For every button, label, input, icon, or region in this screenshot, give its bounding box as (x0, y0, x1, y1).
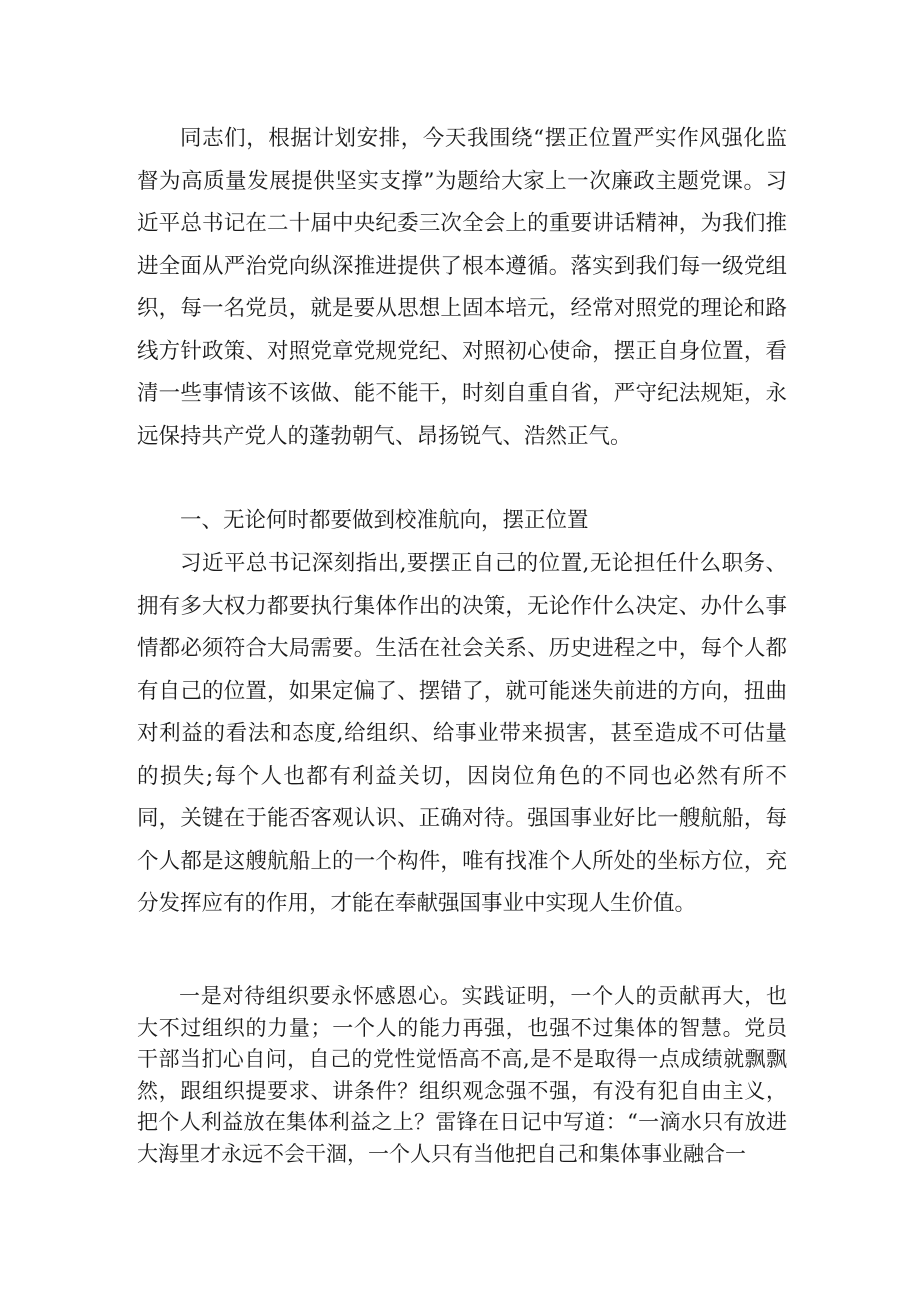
section-paragraph: 习近平总书记深刻指出,要摆正自己的位置,无论担任什么职务、拥有多大权力都要执行集体作出的决策，无论作什么决定、办什么事情都必须符合大局需要。生活在社会关系、历史进程之中，每个人都有自己的位置，如果定偏了、摆错了，就可能迷失前进的方向，扭曲对利益的看法和态度,给组织、给事业带来损害，甚至造成不可估量的损失;每个人也都有利益关切，因岗位角色的不同也必然有所不同，关键在于能否客观认识、正确对待。强国事业好比一艘航船，每个人都是这艘航船上的一个构件，唯有找准个人所处的坐标方位，充分发挥应有的作用，才能在奉献强国事业中实现人生价值。 (137, 551, 787, 916)
subsection-paragraph: 一是对待组织要永怀感恩心。实践证明，一个人的贡献再大，也大不过组织的力量；一个人的能力再强，也强不过集体的智慧。党员干部当扪心自问，自己的党性觉悟高不高,是不是取得一点成绩就飘飘然，跟组织提要求、讲条件？组织观念强不强，有没有犯自由主义，把个人利益放在集体利益之上？雷锋在日记中写道：“一滴水只有放进大海里才永远不会干涸，一个人只有当他把自己和集体事业融合一 (137, 984, 787, 1166)
intro-paragraph: 同志们，根据计划安排，今天我围绕“摆正位置严实作风强化监督为高质量发展提供坚实支撑”为题给大家上一次廉政主题党课。习近平总书记在二十届中央纪委三次全会上的重要讲话精神，为我们推进全面从严治党向纵深推进提供了根本遵循。落实到我们每一级党组织，每一名党员，就是要从思想上固本培元，经常对照党的理论和路线方针政策、对照党章党规党纪、对照初心使命，摆正自身位置，看清一些事情该不该做、能不能干，时刻自重自省，严守纪法规矩，永远保持共产党人的蓬勃朝气、昂扬锐气、浩然正气。 (137, 126, 787, 449)
section-heading: 一、无论何时都要做到校准航向，摆正位置 (180, 508, 589, 533)
